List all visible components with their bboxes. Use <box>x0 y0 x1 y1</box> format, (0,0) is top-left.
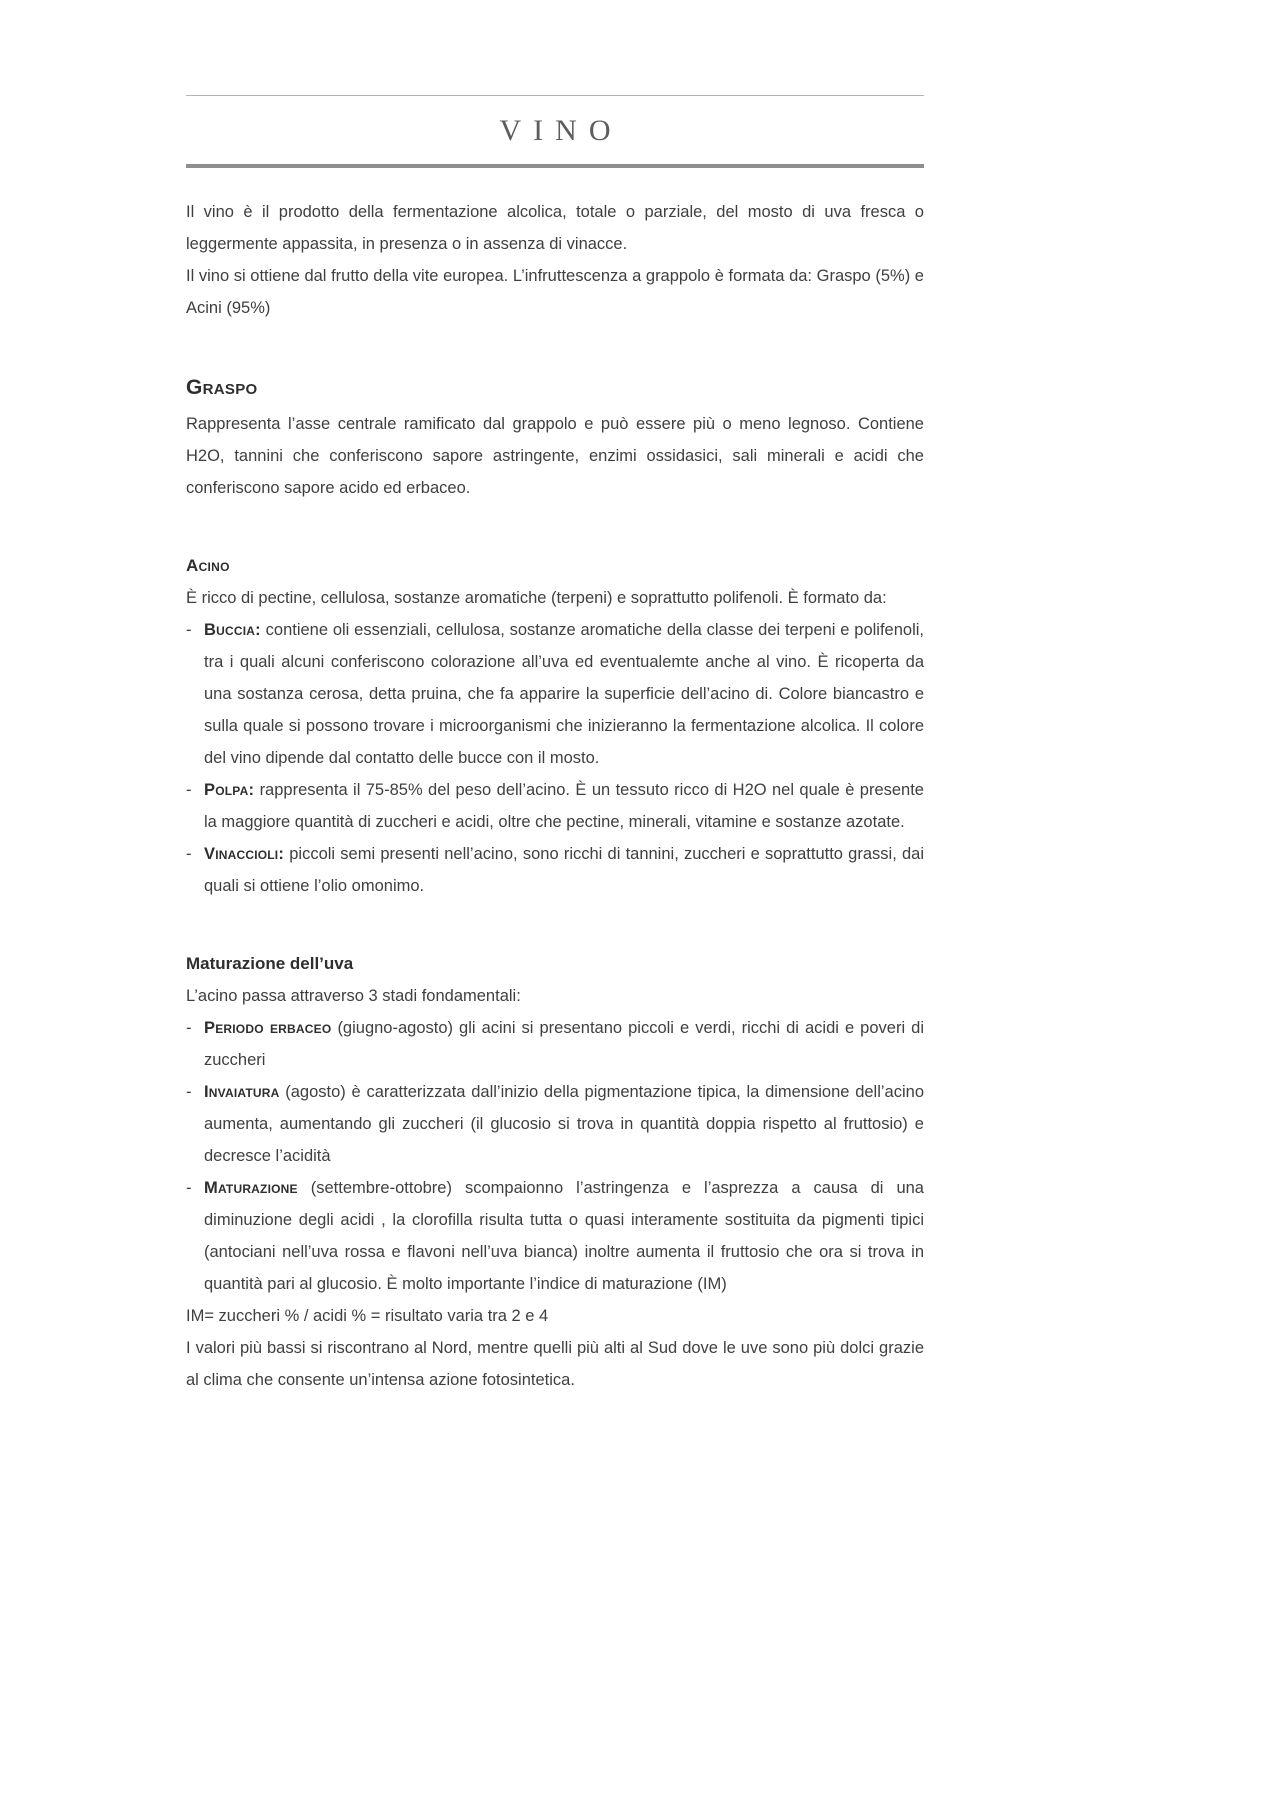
intro-paragraph-2: Il vino si ottiene dal frutto della vite europea. L’infruttescenza a grappolo è formata da: Graspo (5%) e Acini (95%) <box>186 267 924 317</box>
maturazione-intro: L’acino passa attraverso 3 stadi fondamentali: <box>186 987 521 1005</box>
maturazione-list <box>186 1012 924 1300</box>
graspo-body: Rappresenta l’asse centrale ramificato dal grappolo e può essere più o meno legnoso. Contiene H2O, tannini che conferiscono sapore astringente, enzimi ossidasici, sali minerali e acidi che conferiscono sapore acido ed erbaceo. <box>186 415 924 497</box>
im-formula-line: IM= zuccheri % / acidi % = risultato varia tra 2 e 4 <box>186 1307 549 1325</box>
intro-paragraph-1: Il vino è il prodotto della fermentazione alcolica, totale o parziale, del mosto di uva fresca o leggermente appassita, in presenza o in assenza di vinacce. <box>186 203 924 253</box>
list-item-term: Buccia: <box>204 621 261 639</box>
list-item <box>186 1172 924 1300</box>
list-item <box>186 774 924 838</box>
list-item-text: (agosto) è caratterizzata dall’inizio della pigmentazione tipica, la dimensione dell’acino aumenta, aumentando gli zuccheri (il glucosio si trova in quantità doppia rispetto al fruttosio) e decresce l’acidità <box>204 1083 925 1165</box>
page-title: VINO <box>499 114 623 147</box>
acino-list <box>186 614 924 902</box>
list-item-term: Polpa: <box>204 781 255 799</box>
list-item-text: piccoli semi presenti nell’acino, sono ricchi di tannini, zuccheri e soprattutto grassi, dai quali si ottiene l’olio omonimo. <box>204 845 924 895</box>
intro-section <box>186 196 924 324</box>
list-item <box>186 1076 924 1172</box>
acino-section <box>186 556 924 902</box>
maturazione-section <box>186 954 924 1396</box>
list-item-term: Vinaccioli: <box>204 845 285 863</box>
acino-heading: Acino <box>186 556 230 575</box>
maturazione-heading: Maturazione dell’uva <box>186 954 354 973</box>
list-item <box>186 1012 924 1076</box>
maturazione-outro <box>186 1300 924 1396</box>
list-item-term: Maturazione <box>204 1179 298 1197</box>
list-item-term: Invaiatura <box>204 1083 280 1101</box>
list-item-term: Periodo erbaceo <box>204 1019 332 1037</box>
page-content <box>186 0 924 1396</box>
top-rule <box>186 95 924 96</box>
title-block <box>186 95 924 168</box>
graspo-heading: Graspo <box>186 376 258 399</box>
outro-paragraph: I valori più bassi si riscontrano al Nord, mentre quelli più alti al Sud dove le uve sono più dolci grazie al clima che consente un’intensa azione fotosintetica. <box>186 1339 924 1389</box>
graspo-section <box>186 376 924 504</box>
list-item <box>186 838 924 902</box>
list-item-text: rappresenta il 75-85% del peso dell’acino. È un tessuto ricco di H2O nel quale è presente la maggiore quantità di zuccheri e acidi, oltre che pectine, minerali, vitamine e sostanze azotate. <box>204 781 924 831</box>
acino-intro: È ricco di pectine, cellulosa, sostanze aromatiche (terpeni) e soprattutto polifenoli. È formato da: <box>186 589 887 607</box>
list-item <box>186 614 924 774</box>
list-item-text: (giugno-agosto) gli acini si presentano piccoli e verdi, ricchi di acidi e poveri di zuccheri <box>204 1019 925 1069</box>
title-underline-rule <box>186 164 924 168</box>
list-item-text: (settembre-ottobre) scompaionno l’astringenza e l’asprezza a causa di una diminuzione degli acidi , la clorofilla risulta tutta o quasi interamente sostituita da pigmenti tipici (antociani nell’uva rossa e flavoni nell’uva bianca) inoltre aumenta il fruttosio che ora si trova in quantità pari al glucosio. È molto importante l’indice di maturazione (IM) <box>204 1179 924 1293</box>
list-item-text: contiene oli essenziali, cellulosa, sostanze aromatiche della classe dei terpeni e polifenoli, tra i quali alcuni conferiscono colorazione all’uva ed eventualemte anche al vino. È ricoperta da una sostanza cerosa, detta pruina, che fa apparire la superficie dell’acino di. Colore biancastro e sulla quale si possono trovare i microorganismi che inizieranno la fermentazione alcolica. Il colore del vino dipende dal contatto delle bucce con il mosto. <box>204 621 924 767</box>
